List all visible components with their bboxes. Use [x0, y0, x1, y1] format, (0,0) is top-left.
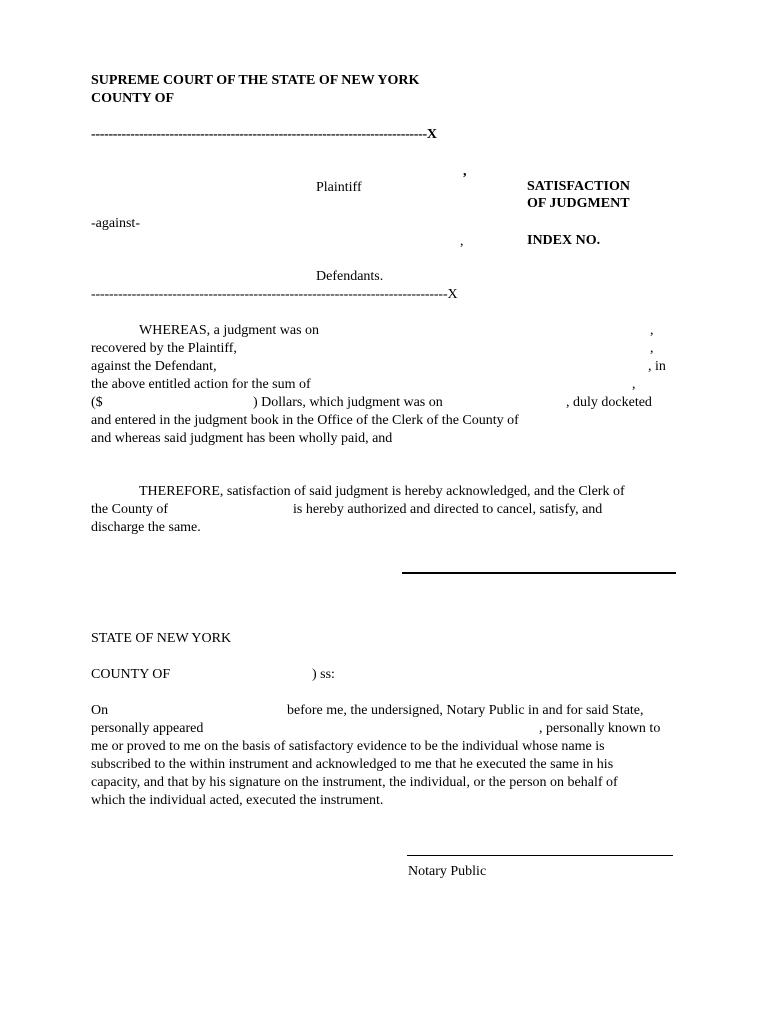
- whereas-line-1: WHEREAS, a judgment was on: [139, 323, 320, 338]
- ack-line-2-start: personally appeared: [91, 721, 204, 736]
- plaintiff-label: Plaintiff: [316, 180, 362, 195]
- ack-line-3: me or proved to me on the basis of satisfactory evidence to be the individual whose name is: [91, 739, 605, 754]
- whereas-line-1-end: ,: [650, 323, 654, 338]
- whereas-line-5-mid: ) Dollars, which judgment was on: [253, 395, 443, 410]
- venue-ss: ) ss:: [312, 667, 335, 682]
- defendant-comma: ,: [460, 234, 464, 249]
- defendants-label: Defendants.: [316, 269, 384, 284]
- ack-line-5: capacity, and that by his signature on the instrument, the individual, or the person on behalf of: [91, 775, 618, 790]
- caption-bottom-divider: -------------------------------------------------------------------------------X: [91, 287, 458, 302]
- venue-state: STATE OF NEW YORK: [91, 631, 232, 646]
- caption-top-divider: -----------------------------------------------------------------------------X: [91, 127, 437, 142]
- whereas-line-3-end: , in: [648, 359, 666, 374]
- court-name: SUPREME COURT OF THE STATE OF NEW YORK: [91, 73, 420, 88]
- whereas-line-5-end: , duly docketed: [566, 395, 652, 410]
- whereas-line-6: and entered in the judgment book in the Office of the Clerk of the County of: [91, 413, 519, 428]
- ack-line-6: which the individual acted, executed the instrument.: [91, 793, 384, 808]
- whereas-line-2: recovered by the Plaintiff,: [91, 341, 237, 356]
- therefore-line-2-end: is hereby authorized and directed to cancel, satisfy, and: [293, 502, 603, 517]
- whereas-line-2-end: ,: [650, 341, 654, 356]
- index-no-label: INDEX NO.: [527, 233, 601, 248]
- therefore-line-2-start: the County of: [91, 502, 168, 517]
- whereas-line-4-end: ,: [632, 377, 636, 392]
- county-heading: COUNTY OF: [91, 91, 175, 106]
- doc-title-line1: SATISFACTION: [527, 179, 630, 194]
- signature-line[interactable]: [402, 572, 676, 574]
- venue-county: COUNTY OF: [91, 667, 171, 682]
- doc-title-line2: OF JUDGMENT: [527, 196, 630, 211]
- ack-line-2-end: , personally known to: [539, 721, 661, 736]
- whereas-line-4: the above entitled action for the sum of: [91, 377, 311, 392]
- whereas-line-5-start: ($: [91, 395, 103, 410]
- whereas-line-7: and whereas said judgment has been wholly paid, and: [91, 431, 393, 446]
- ack-line-4: subscribed to the within instrument and acknowledged to me that he executed the same in his: [91, 757, 614, 772]
- whereas-line-3: against the Defendant,: [91, 359, 217, 374]
- plaintiff-comma: ,: [463, 164, 467, 179]
- against-label: -against-: [91, 216, 140, 231]
- therefore-line-1: THEREFORE, satisfaction of said judgment is hereby acknowledged, and the Clerk of: [139, 484, 625, 499]
- ack-line-1-start: On: [91, 703, 109, 718]
- ack-line-1-end: before me, the undersigned, Notary Public in and for said State,: [287, 703, 644, 718]
- notary-public-label: Notary Public: [408, 864, 487, 879]
- notary-signature-line[interactable]: [407, 855, 673, 856]
- therefore-line-3: discharge the same.: [91, 520, 201, 535]
